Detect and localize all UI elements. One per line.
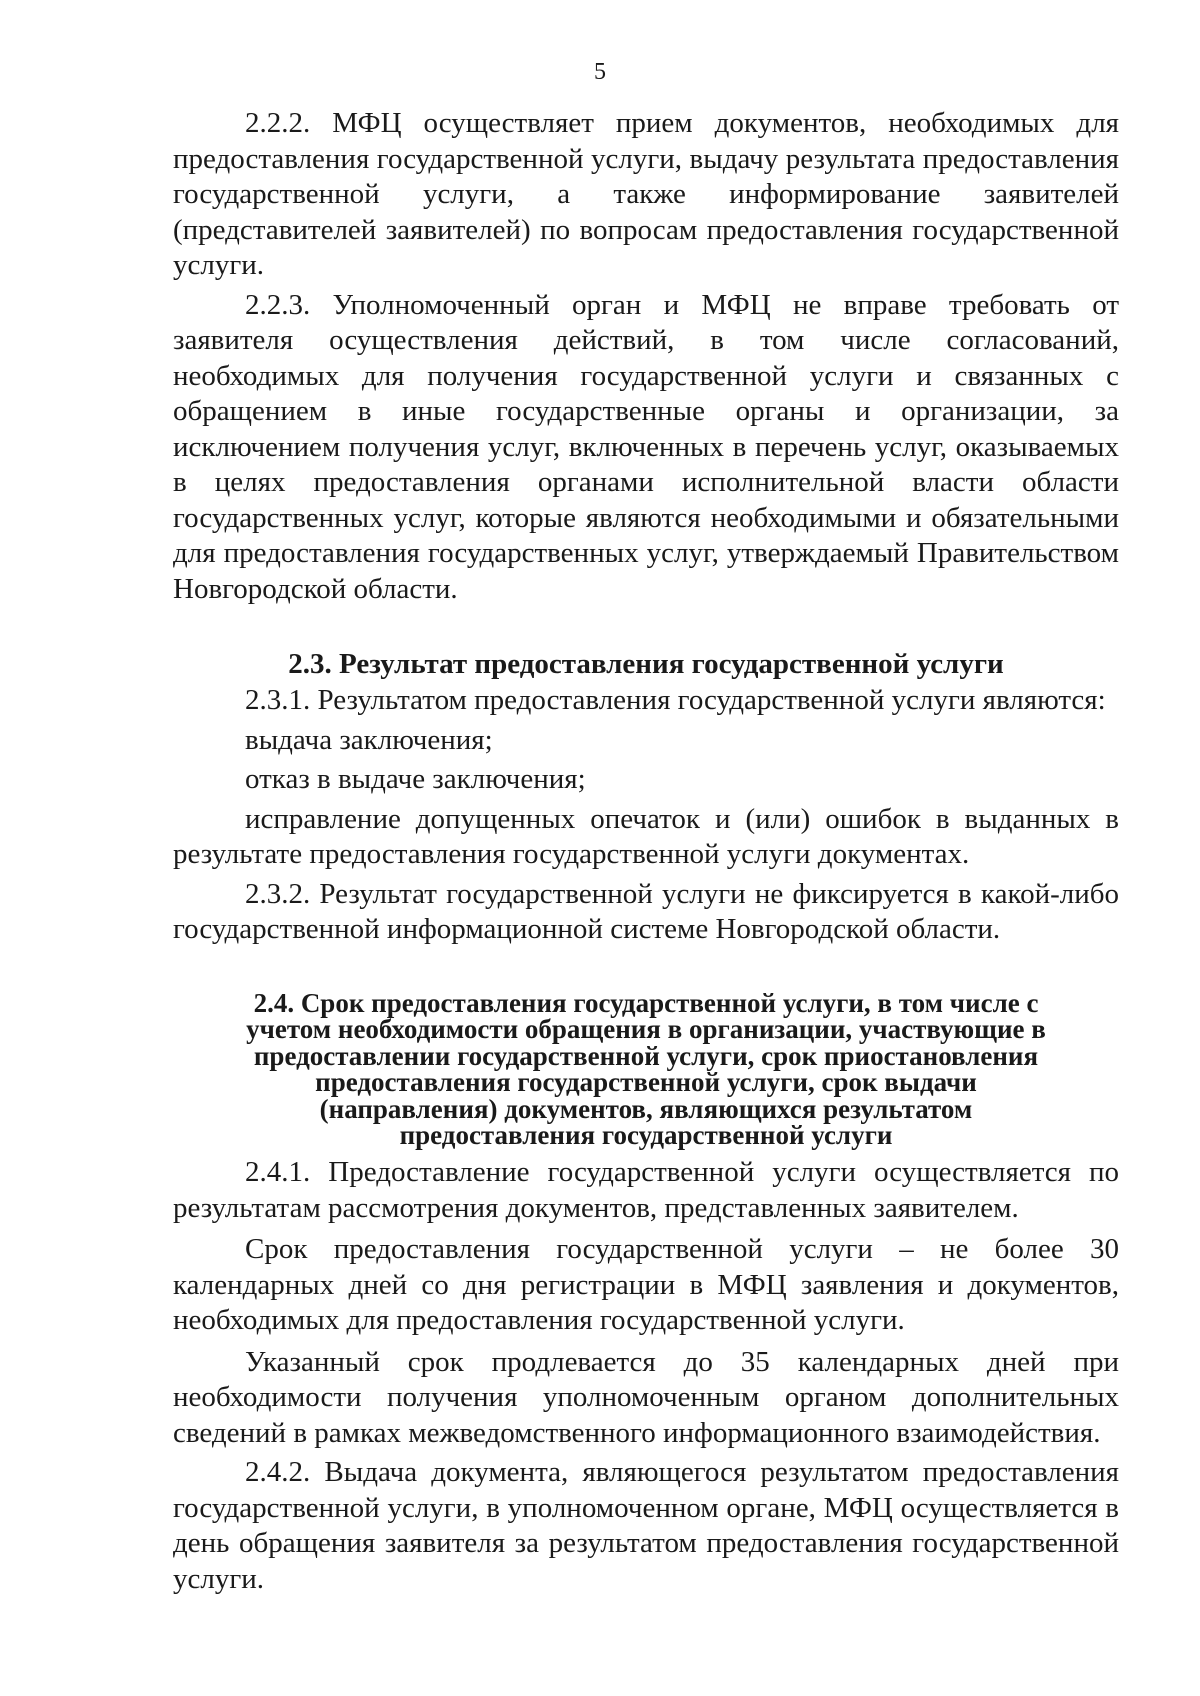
paragraph-2-4-2: 2.4.2. Выдача документа, являющегося результатом предоставления государственной услуги, в уполномоченном органе, МФЦ осуществляется в день обращения заявителя за результатом предоставления государственной услуги. [173, 1456, 1119, 1595]
section-heading-2-3: 2.3. Результат предоставления государственной услуги [288, 648, 1004, 680]
paragraph-2-3-2: 2.3.2. Результат государственной услуги не фиксируется в какой-либо государственной информационной системе Новгородской области. [173, 877, 1119, 945]
paragraph-2-4-1: 2.4.1. Предоставление государственной услуги осуществляется по результатам рассмотрения документов, представленных заявителем. [173, 1156, 1119, 1224]
result-item-issue: выдача заключения; [245, 723, 493, 756]
result-item-refusal: отказ в выдаче заключения; [245, 763, 586, 795]
result-item-correction: исправление допущенных опечаток и (или) ошибок в выданных в результате предоставления государственной услуги документах. [173, 802, 1119, 870]
section-heading-2-4: 2.4. Срок предоставления государственной услуги, в том числе с учетом необходимости обращения в организации, участвующие в предоставлении государственной услуги, срок приостановления предоставления государственной услуги, срок выдачи (направления) документов, являющихся результатом предоставления государственной услуги [246, 987, 1046, 1151]
paragraph-2-2-2: 2.2.2. МФЦ осуществляет прием документов, необходимых для предоставления государственной услуги, выдачу результата предоставления государственной услуги, а также информирование заявителей (представителей заявителей) по вопросам предоставления государственной услуги. [173, 107, 1119, 281]
paragraph-2-3-1: 2.3.1. Результатом предоставления государственной услуги являются: [245, 684, 1106, 716]
paragraph-2-2-3: 2.2.3. Уполномоченный орган и МФЦ не вправе требовать от заявителя осуществления действий, в том числе согласований, необходимых для получения государственной услуги и связанных с обращением в иные государственные органы и организации, за исключением получения услуг, включенных в перечень услуг, оказываемых в целях предоставления органами исполнительной власти области государственных услуг, которые являются необходимыми и обязательными для предоставления государственных услуг, утверждаемый Правительством Новгородской области. [173, 288, 1119, 605]
paragraph-term: Срок предоставления государственной услуги – не более 30 календарных дней со дня регистрации в МФЦ заявления и документов, необходимых для предоставления государственной услуги. [173, 1233, 1119, 1337]
paragraph-extension: Указанный срок продлевается до 35 календарных дней при необходимости получения уполномоченным органом дополнительных сведений в рамках межведомственного информационного взаимодействия. [173, 1345, 1119, 1449]
page-number: 5 [594, 59, 606, 85]
document-body [173, 106, 1119, 1597]
